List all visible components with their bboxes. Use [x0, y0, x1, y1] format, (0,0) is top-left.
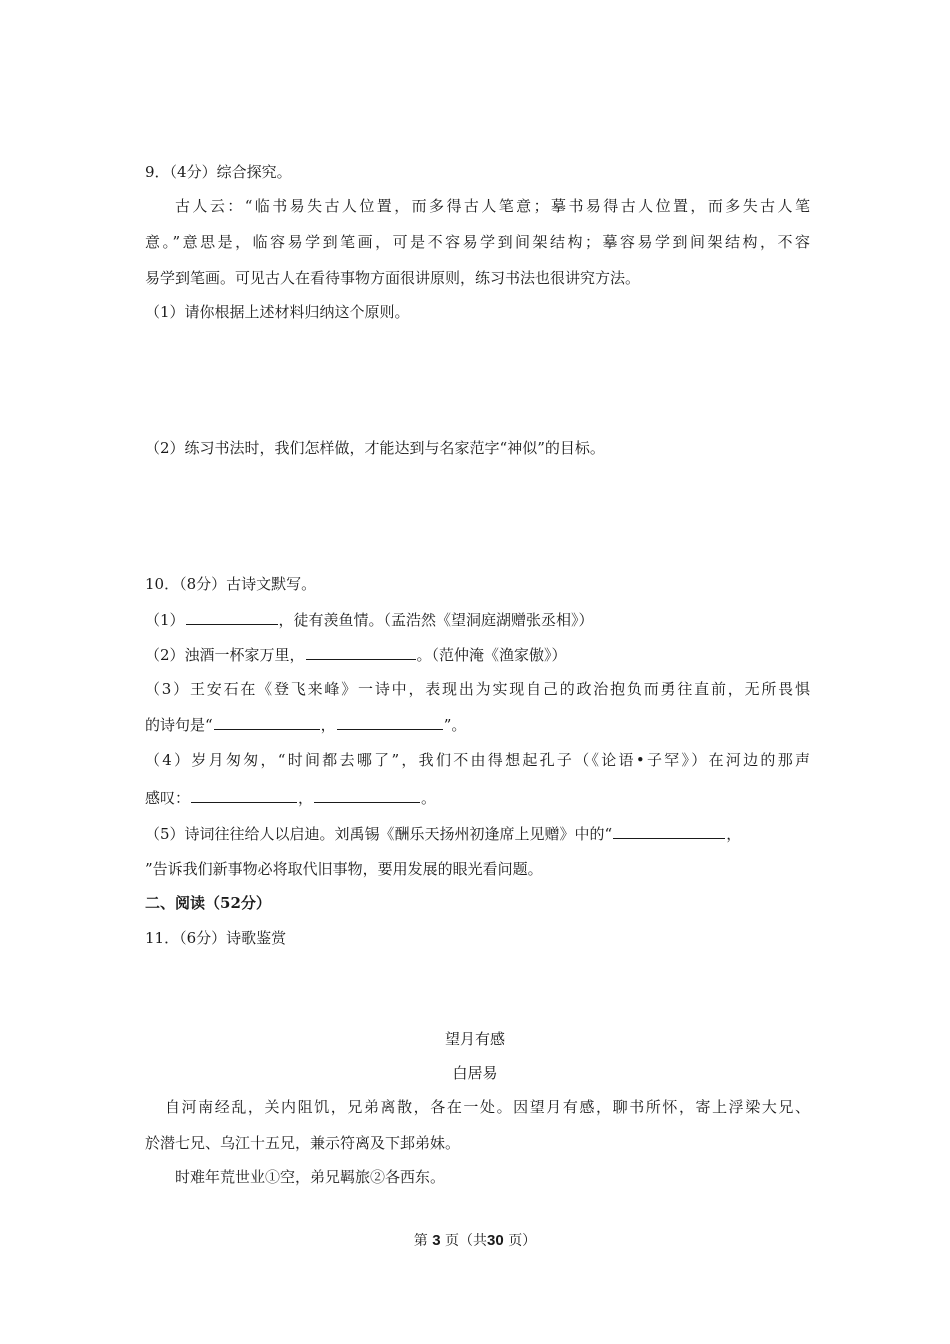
answer-blank[interactable] [337, 714, 443, 730]
q10-item-3-separator: ， [320, 716, 336, 734]
q9-paragraph-line-1: 古人云：“临书易失古人位置，而多得古人笔意；摹书易得古人位置，而多失古人笔 [175, 197, 810, 215]
q10-item-3-line-1: （3）王安石在《登飞来峰》一诗中，表现出为实现自己的政治抱负而勇往直前，无所畏惧 [145, 680, 810, 698]
q10-item-4-suffix: 。 [421, 789, 437, 807]
q11-header: 11．（6分）诗歌鉴赏 [145, 929, 287, 947]
q10-item-2 [145, 644, 810, 665]
q10-item-1-prefix: （1） [145, 611, 185, 629]
answer-blank[interactable] [306, 644, 416, 660]
q10-item-4-separator: ， [298, 789, 314, 807]
answer-blank[interactable] [186, 609, 278, 625]
footer-total-pages: 30 [487, 1232, 504, 1249]
page-footer [0, 1231, 950, 1251]
q10-item-5-prefix: （5）诗词往往给人以启迪。刘禹锡《酬乐天扬州初逢席上见赠》中的“ [145, 825, 613, 843]
section-2-title: 二、阅读（52分） [145, 894, 271, 912]
answer-blank[interactable] [214, 714, 320, 730]
poem-title: 望月有感 [444, 1030, 505, 1048]
q10-item-2-prefix: （2）浊酒一杯家万里， [145, 646, 305, 664]
q9-header: 9．（4分）综合探究。 [145, 163, 292, 181]
q10-item-4-prefix: 感叹： [145, 789, 191, 807]
q10-header: 10．（8分）古诗文默写。 [145, 575, 317, 593]
q10-item-1 [145, 609, 810, 630]
q10-item-5-line-2: ”告诉我们新事物必将取代旧事物，要用发展的眼光看问题。 [145, 860, 543, 878]
footer-page-number: 3 [432, 1232, 441, 1249]
q9-subquestion-2: （2）练习书法时，我们怎样做，才能达到与名家范字“神似”的目标。 [145, 439, 605, 457]
poem-verse-1: 时难年荒世业①空，弟兄羁旅②各西东。 [175, 1168, 446, 1186]
q10-item-2-suffix: 。（范仲淹《渔家傲》） [416, 646, 567, 664]
footer-middle: 页（共 [445, 1233, 488, 1249]
q9-paragraph-line-2: 意。”意思是，临容易学到笔画，可是不容易学到间架结构；摹容易学到间架结构，不容 [145, 233, 810, 251]
answer-blank[interactable] [314, 787, 420, 803]
q9-paragraph-line-3: 易学到笔画。可见古人在看待事物方面很讲原则，练习书法也很讲究方法。 [145, 269, 641, 287]
footer-suffix: 页） [508, 1233, 537, 1249]
poem-preface-line-2: 於潜七兄、乌江十五兄，兼示符离及下邽弟妹。 [145, 1134, 461, 1152]
q10-item-3-line-2 [145, 714, 810, 735]
poem-preface-line-1: 自河南经乱，关内阻饥，兄弟离散，各在一处。因望月有感，聊书所怀，寄上浮梁大兄、 [165, 1098, 810, 1116]
answer-blank[interactable] [191, 787, 297, 803]
q10-item-4-line-2 [145, 787, 810, 808]
q10-item-3-suffix: ”。 [443, 716, 467, 734]
q9-subquestion-1: （1）请你根据上述材料归纳这个原则。 [145, 303, 410, 321]
q10-item-3-prefix: 的诗句是“ [145, 716, 213, 734]
q10-item-4-line-1: （4）岁月匆匆，“时间都去哪了”，我们不由得想起孔子（《论语•子罕》）在河边的那声 [145, 751, 810, 769]
answer-blank[interactable] [613, 823, 725, 839]
footer-prefix: 第 [413, 1233, 428, 1249]
poem-author: 白居易 [452, 1064, 498, 1082]
q10-item-5-line-1 [145, 823, 810, 844]
q10-item-5-suffix: ， [726, 825, 742, 843]
q10-item-1-suffix: ，徒有羡鱼情。（孟浩然《望洞庭湖赠张丞相》） [278, 611, 594, 629]
